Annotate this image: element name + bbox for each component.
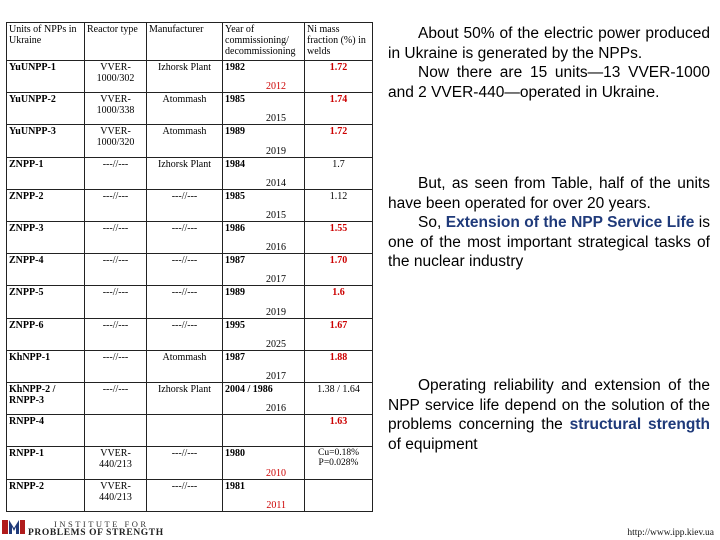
cell-reactor-type: ---//--- — [85, 222, 147, 254]
cell-year — [223, 447, 305, 479]
cell-unit: ZNPP-2 — [7, 189, 85, 221]
paragraph-structural-strength: Operating reliability and extension of the NPP service life depend on the solution of the problems concerning the structural strength of equipment — [388, 377, 710, 453]
table-row — [7, 254, 373, 286]
cell-unit: YuUNPP-2 — [7, 93, 85, 125]
cell-ni-fraction: 1.72 — [305, 125, 373, 157]
cell-manufacturer: Izhorsk Plant — [147, 61, 223, 93]
cell-year — [223, 479, 305, 511]
commissioning-year: 1987 — [225, 351, 245, 363]
table-body — [7, 61, 373, 512]
npp-units-table — [6, 22, 373, 512]
cell-reactor-type: ---//--- — [85, 350, 147, 382]
commissioning-year: 1987 — [225, 255, 245, 267]
cell-reactor-type: VVER-1000/302 — [85, 61, 147, 93]
cell-unit: YuUNPP-1 — [7, 61, 85, 93]
commissioning-year: 1995 — [225, 319, 245, 331]
table-row — [7, 93, 373, 125]
cell-year — [223, 61, 305, 93]
decommissioning-year: 2016 — [266, 242, 286, 254]
cell-year — [223, 189, 305, 221]
cell-unit: RNPP-2 — [7, 479, 85, 511]
decommissioning-year: 2017 — [266, 371, 286, 383]
cell-ni-fraction: 1.7 — [305, 157, 373, 189]
cell-unit: KhNPP-2 / RNPP-3 — [7, 383, 85, 415]
commissioning-year: 1985 — [225, 190, 245, 202]
table-row — [7, 447, 373, 479]
text-block-extension — [388, 174, 710, 272]
cell-year — [223, 383, 305, 415]
table-row — [7, 350, 373, 382]
cell-ni-fraction — [305, 479, 373, 511]
decommissioning-year: 2025 — [266, 338, 286, 350]
cell-year — [223, 222, 305, 254]
cell-year — [223, 93, 305, 125]
table-row — [7, 286, 373, 318]
cell-reactor-type: VVER-440/213 — [85, 479, 147, 511]
cell-manufacturer: ---//--- — [147, 254, 223, 286]
highlight-structural-strength: structural strength — [569, 416, 710, 433]
commissioning-year: 1982 — [225, 62, 245, 73]
commissioning-year: 1986 — [225, 223, 245, 235]
commissioning-year: 1980 — [225, 448, 245, 460]
cell-year — [223, 157, 305, 189]
cell-reactor-type: ---//--- — [85, 383, 147, 415]
cell-ni-fraction: 1.70 — [305, 254, 373, 286]
decommissioning-year: 2011 — [266, 500, 286, 511]
decommissioning-year: 2019 — [266, 306, 286, 318]
highlight-service-life: Extension of the NPP Service Life — [445, 214, 695, 231]
header-manufacturer: Manufacturer — [147, 23, 223, 61]
cell-reactor-type: ---//--- — [85, 286, 147, 318]
table-row — [7, 479, 373, 511]
cell-year — [223, 415, 305, 447]
cell-manufacturer: Atommash — [147, 93, 223, 125]
cell-manufacturer: ---//--- — [147, 318, 223, 350]
header-reactor-type: Reactor type — [85, 23, 147, 61]
text-block-intro — [388, 24, 710, 102]
paragraph-power-share: About 50% of the electric power produced in Ukraine is generated by the NPPs. — [388, 25, 710, 62]
cell-reactor-type: ---//--- — [85, 157, 147, 189]
cell-manufacturer: Izhorsk Plant — [147, 157, 223, 189]
cell-year — [223, 318, 305, 350]
decommissioning-year: 2010 — [266, 467, 286, 479]
paragraph-units-count: Now there are 15 units—13 VVER-1000 and 2 VVER-440—operated in Ukraine. — [388, 64, 710, 101]
cell-ni-fraction: 1.88 — [305, 350, 373, 382]
table-row — [7, 383, 373, 415]
paragraph-operation-age: But, as seen from Table, half of the units have been operated for over 20 years. — [388, 175, 710, 212]
cell-unit: YuUNPP-3 — [7, 125, 85, 157]
decommissioning-year: 2012 — [266, 81, 286, 93]
cell-manufacturer: ---//--- — [147, 447, 223, 479]
cell-year — [223, 254, 305, 286]
cell-manufacturer: Atommash — [147, 350, 223, 382]
cell-reactor-type: ---//--- — [85, 254, 147, 286]
cell-unit: RNPP-1 — [7, 447, 85, 479]
cell-manufacturer — [147, 415, 223, 447]
header-units: Units of NPPs in Ukraine — [7, 23, 85, 61]
commissioning-year: 1985 — [225, 94, 245, 106]
cell-unit: ZNPP-6 — [7, 318, 85, 350]
decommissioning-year: 2014 — [266, 177, 286, 189]
cell-reactor-type: VVER-1000/320 — [85, 125, 147, 157]
decommissioning-year: 2016 — [266, 403, 286, 415]
cell-unit: ZNPP-1 — [7, 157, 85, 189]
table-row — [7, 318, 373, 350]
cell-ni-fraction: 1.6 — [305, 286, 373, 318]
decommissioning-year: 2015 — [266, 210, 286, 222]
table-header-row — [7, 23, 373, 61]
cell-unit: ZNPP-4 — [7, 254, 85, 286]
cell-manufacturer: ---//--- — [147, 222, 223, 254]
cell-ni-fraction: 1.63 — [305, 415, 373, 447]
cell-manufacturer: ---//--- — [147, 286, 223, 318]
cell-manufacturer: ---//--- — [147, 189, 223, 221]
cell-year — [223, 350, 305, 382]
decommissioning-year: 2019 — [266, 145, 286, 157]
cell-unit: ZNPP-5 — [7, 286, 85, 318]
commissioning-year: 1989 — [225, 126, 245, 138]
cell-reactor-type — [85, 415, 147, 447]
cell-ni-fraction: 1.38 / 1.64 — [305, 383, 373, 415]
cell-reactor-type: ---//--- — [85, 189, 147, 221]
org-name-line2: PROBLEMS OF STRENGTH — [28, 528, 164, 538]
cell-year — [223, 125, 305, 157]
cell-reactor-type: VVER-1000/338 — [85, 93, 147, 125]
table-row — [7, 222, 373, 254]
header-year: Year of commissioning/ decommissioning — [223, 23, 305, 61]
cell-ni-fraction: 1.72 — [305, 61, 373, 93]
table-row — [7, 189, 373, 221]
table-row — [7, 415, 373, 447]
cell-year — [223, 286, 305, 318]
header-ni-fraction: Ni mass fraction (%) in welds — [305, 23, 373, 61]
cell-reactor-type: ---//--- — [85, 318, 147, 350]
institute-logo — [2, 518, 26, 536]
cell-unit: RNPP-4 — [7, 415, 85, 447]
cell-ni-fraction: 1.12 — [305, 189, 373, 221]
cell-ni-fraction: 1.67 — [305, 318, 373, 350]
text-block-reliability — [388, 376, 710, 454]
commissioning-year: 1989 — [225, 287, 245, 299]
table-row — [7, 157, 373, 189]
cell-ni-fraction: 1.55 — [305, 222, 373, 254]
commissioning-year: 2004 / 1986 — [225, 384, 273, 396]
cell-ni-fraction: 1.74 — [305, 93, 373, 125]
table-row — [7, 125, 373, 157]
cell-manufacturer: Izhorsk Plant — [147, 383, 223, 415]
cell-manufacturer: Atommash — [147, 125, 223, 157]
cell-unit: ZNPP-3 — [7, 222, 85, 254]
cell-manufacturer: ---//--- — [147, 479, 223, 511]
org-name-line1: INSTITUTE FOR — [54, 519, 149, 529]
cell-ni-fraction: Cu=0.18% P=0.028% — [305, 447, 373, 479]
commissioning-year: 1984 — [225, 158, 245, 170]
site-url[interactable]: http://www.ipp.kiev.ua — [627, 528, 714, 538]
commissioning-year: 1981 — [225, 480, 245, 492]
paragraph-service-life: So, Extension of the NPP Service Life is one of the most important strategical tasks of the nuclear industry — [388, 214, 710, 270]
decommissioning-year: 2015 — [266, 113, 286, 125]
cell-unit: KhNPP-1 — [7, 350, 85, 382]
decommissioning-year: 2017 — [266, 274, 286, 286]
cell-reactor-type: VVER-440/213 — [85, 447, 147, 479]
table-row — [7, 61, 373, 93]
